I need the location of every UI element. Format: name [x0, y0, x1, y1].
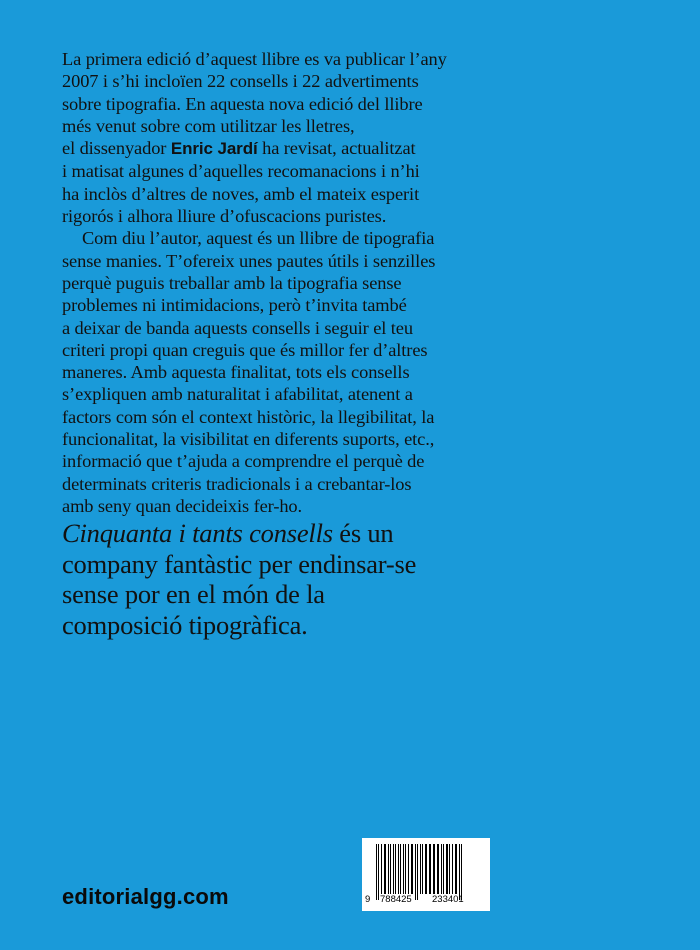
description-line: més venut sobre com utilitzar les lletres,: [62, 115, 355, 136]
description-line: sense manies. T’ofereix unes pautes útils i senzilles: [62, 250, 436, 271]
description-line: 2007 i s’hi incloïen 22 consells i 22 advertiments: [62, 71, 419, 92]
description-line: amb seny quan decideixis fer-ho.: [62, 495, 303, 516]
isbn-barcode: [362, 838, 490, 911]
description-line: determinats criteris tradicionals i a crebantar-los: [62, 473, 412, 494]
book-title: Cinquanta i tants consells: [62, 518, 333, 548]
description-line: criteri propi quan creguis que és millor fer d’altres: [62, 339, 428, 360]
publisher-website: editorialgg.com: [62, 884, 229, 909]
description-text: [62, 48, 552, 517]
description-line: s’expliquen amb naturalitat i afabilitat, atenent a: [62, 384, 413, 405]
description-line: rigorós i alhora lliure d’ofuscacions puristes.: [62, 206, 387, 227]
barcode-numbers: [362, 894, 490, 908]
description-line: maneres. Amb aquesta finalitat, tots els consells: [62, 362, 410, 383]
description-line: perquè puguis treballar amb la tipografia sense: [62, 272, 402, 293]
barcode-right-group: 233401: [432, 894, 464, 905]
pull-quote-line: [62, 518, 562, 549]
description-line: a deixar de banda aquests consells i seguir el teu: [62, 317, 413, 338]
description-line: ha inclòs d’altres de noves, amb el mateix esperit: [62, 183, 420, 204]
description-line: informació que t’ajuda a comprendre el perquè de: [62, 451, 425, 472]
description-line: sobre tipografia. En aquesta nova edició del llibre: [62, 93, 423, 114]
pull-quote: [62, 518, 562, 640]
description-line: Com diu l’autor, aquest és un llibre de tipografia: [82, 228, 435, 249]
barcode-first-digit: 9: [365, 894, 371, 905]
barcode-bars: [366, 844, 486, 900]
description-line-end: ha revisat, actualitzat: [257, 138, 416, 159]
pull-quote-text: és un: [332, 518, 394, 548]
description-line: factors com són el context històric, la llegibilitat, la: [62, 406, 435, 427]
pull-quote-line: composició tipogràfica.: [62, 609, 308, 640]
description-line: problemes ni intimidacions, però t’invita també: [62, 295, 407, 316]
barcode-left-group: 788425: [380, 894, 412, 905]
pull-quote-line: sense por en el món de la: [62, 579, 325, 609]
description-line: La primera edició d’aquest llibre es va publicar l’any: [62, 49, 447, 69]
description-line-start: el dissenyador: [62, 138, 171, 159]
description-line: funcionalitat, la visibilitat en diferents suports, etc.,: [62, 429, 435, 450]
pull-quote-line: company fantàstic per endinsar-se: [62, 548, 417, 579]
description-line: [62, 137, 552, 160]
description-line: i matisat algunes d’aquelles recomanacions i n’hi: [62, 161, 420, 182]
author-name: Enric Jardí: [170, 139, 258, 159]
